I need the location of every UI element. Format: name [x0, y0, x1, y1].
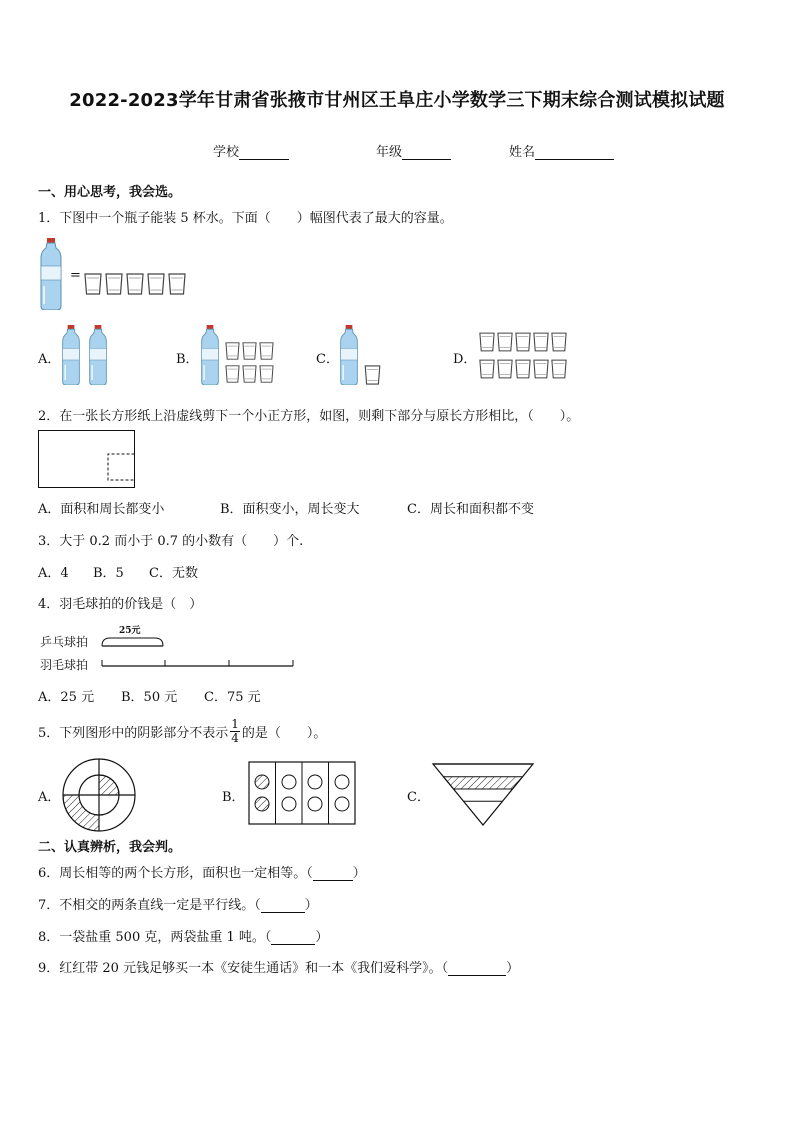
q3-option-a[interactable]: A．4: [38, 566, 69, 581]
q2-rectangle-figure: [38, 430, 136, 490]
grade-blank[interactable]: [402, 145, 451, 160]
school-blank[interactable]: [239, 145, 289, 160]
q2-option-c[interactable]: C．周长和面积都不变: [407, 502, 534, 517]
q8-answer-blank[interactable]: [271, 931, 315, 945]
school-field[interactable]: [213, 141, 289, 160]
q1-option-d-label[interactable]: D．: [453, 352, 477, 367]
q2-option-b[interactable]: B．面积变小，周长变大: [220, 502, 360, 517]
question-2-text: 2．在一张长方形纸上沿虚线剪下一个小正方形，如图，则剩下部分与原长方形相比，（ ）。: [38, 409, 580, 424]
q1-option-a-label[interactable]: A．: [38, 352, 61, 367]
q5-option-c-triangle-figure[interactable]: [431, 762, 535, 828]
question-4-text: 4．羽毛球拍的价钱是（ ）: [38, 597, 203, 612]
q6-answer-blank[interactable]: [313, 867, 353, 881]
q4-option-b[interactable]: B．50 元: [121, 690, 178, 705]
q9-answer-blank[interactable]: [448, 962, 506, 976]
q7-text: 7．不相交的两条直线一定是平行线。（: [38, 898, 261, 913]
q1-bottle-icon: [40, 238, 62, 310]
question-1-text: 1．下图中一个瓶子能装 5 杯水。下面（ ）幅图代表了最大的容量。: [38, 211, 453, 226]
q4-label-pingpong: 乒乓球拍: [40, 635, 89, 649]
q9-text: 9．红红带 20 元钱足够买一本《安徒生通话》和一本《我们爱科学》。（: [38, 961, 449, 976]
q1-option-b-bottle-cups-icon[interactable]: [200, 325, 280, 387]
q5-option-a-circle-figure[interactable]: [61, 757, 137, 833]
q4-label-badminton: 羽毛球拍: [40, 658, 89, 672]
question-7: 7．不相交的两条直线一定是平行线。（ ）: [38, 898, 318, 913]
question-9: 9．红红带 20 元钱足够买一本《安徒生通话》和一本《我们爱科学》。（ ）: [38, 961, 520, 976]
q6-text: 6．周长相等的两个长方形，面积也一定相等。（: [38, 866, 313, 881]
q8-text: 8．一袋盐重 500 克，两袋盐重 1 吨。（: [38, 930, 272, 945]
q4-option-c[interactable]: C．75 元: [204, 690, 261, 705]
section-1-heading: 一、用心思考，我会选。: [38, 185, 182, 200]
q1-equals: =: [70, 268, 81, 283]
q5-option-b-label[interactable]: B．: [222, 790, 245, 805]
q7-answer-blank[interactable]: [261, 899, 305, 913]
question-5-text: [38, 714, 326, 748]
q1-option-a-two-bottles-icon[interactable]: [61, 325, 111, 387]
q5-option-b-grid-figure[interactable]: [248, 761, 358, 827]
grade-label: 年级: [376, 145, 403, 160]
q4-option-a[interactable]: A．25 元: [38, 690, 95, 705]
q1-option-c-bottle-cup-icon[interactable]: [339, 325, 389, 387]
q5-text-after: 的是（ ）。: [241, 725, 327, 741]
q3-option-b[interactable]: B．5: [93, 566, 124, 581]
q1-option-c-label[interactable]: C．: [316, 352, 339, 367]
question-3-text: 3．大于 0.2 而小于 0.7 的小数有（ ）个.: [38, 534, 304, 549]
question-8: 8．一袋盐重 500 克，两袋盐重 1 吨。（ ）: [38, 930, 329, 945]
q4-price-label: 25元: [119, 626, 141, 636]
name-field[interactable]: [509, 141, 614, 160]
q5-option-c-label[interactable]: C．: [407, 790, 430, 805]
section-2-heading: 二、认真辨析，我会判。: [38, 840, 182, 855]
page-title: 2022-2023学年甘肃省张掖市甘州区王阜庄小学数学三下期末综合测试模拟试题: [69, 90, 725, 111]
q1-option-b-label[interactable]: B．: [176, 352, 199, 367]
name-label: 姓名: [509, 145, 536, 160]
q5-text-before: 5．下列图形中的阴影部分不表示: [38, 725, 229, 741]
one-quarter-fraction: $\frac{1}{4}$: [231, 716, 239, 745]
q2-option-a[interactable]: A．面积和周长都变小: [38, 502, 165, 517]
q4-bar-diagram: [100, 632, 300, 672]
q3-option-c[interactable]: C．无数: [149, 566, 198, 581]
q5-option-a-label[interactable]: A．: [38, 790, 61, 805]
q1-five-cups-icon: [84, 273, 190, 297]
question-6: 6．周长相等的两个长方形，面积也一定相等。（ ）: [38, 866, 366, 881]
q1-option-d-ten-cups-icon[interactable]: [479, 332, 571, 382]
school-label: 学校: [213, 145, 240, 160]
name-blank[interactable]: [535, 145, 614, 160]
grade-field[interactable]: [376, 141, 451, 160]
